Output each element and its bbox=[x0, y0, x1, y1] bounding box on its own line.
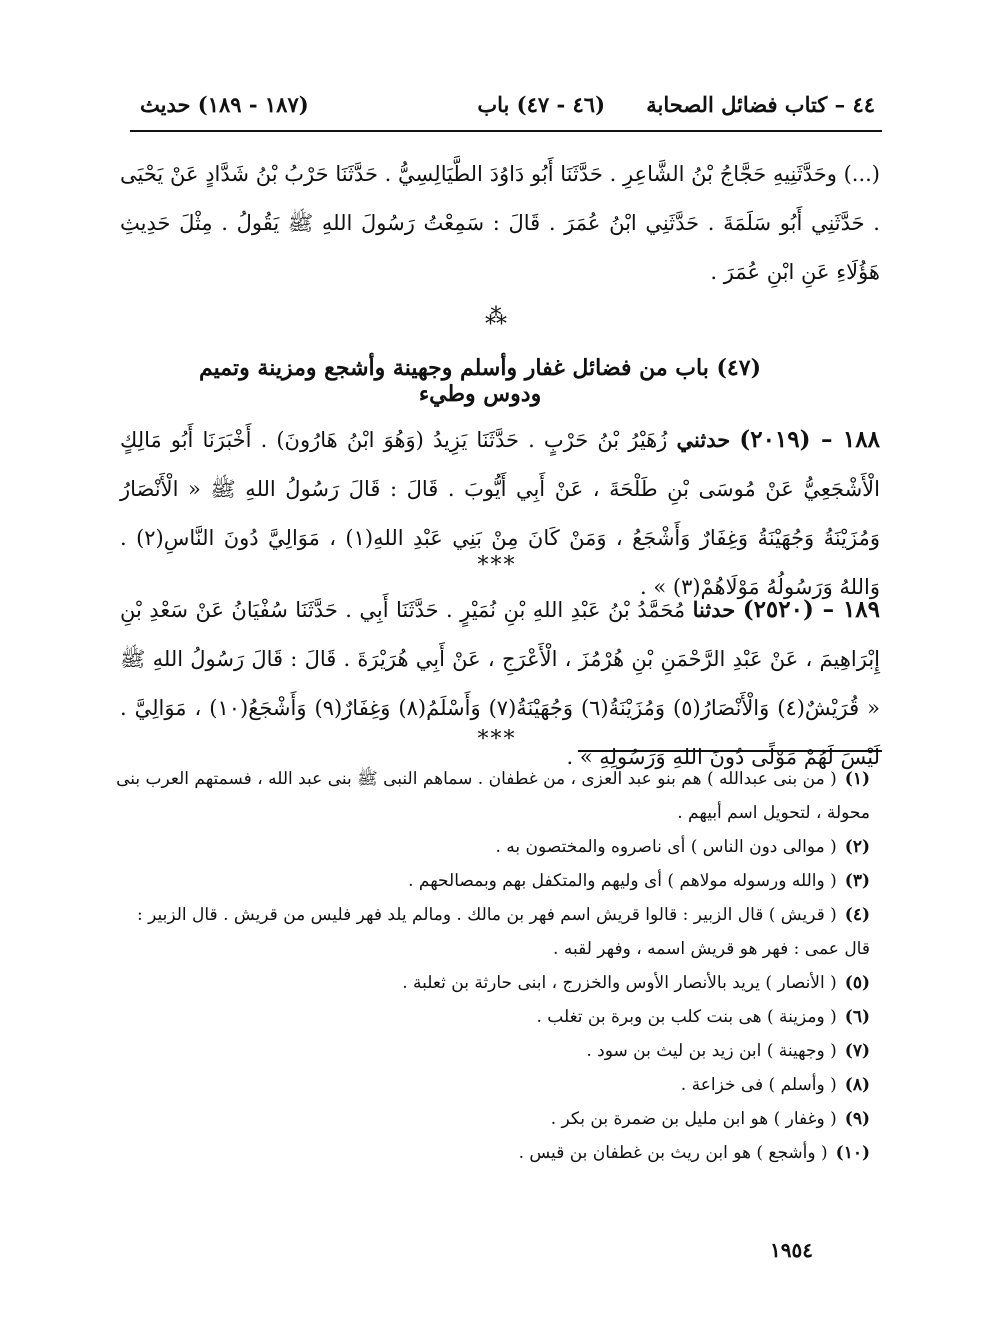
chapter-title: (٤٧) باب من فضائل غفار وأسلم وجهينة وأشجع ومزينة وتميم ودوس وطيء bbox=[199, 355, 761, 407]
footnote: (٨)( وأسلم ) فى خزاعة . bbox=[680, 1075, 870, 1095]
footnote: (٣)( والله ورسوله مولاهم ) أى وليهم والمتكفل بهم وبمصالحهم . bbox=[408, 871, 870, 891]
footnote: (١)( من بنى عبدالله ) هم بنو عبد العزى ، من غطفان . سماهم النبى ﷺ بنى عبد الله ، فسمتهم العرب بنى محولة ، لتحويل اسم أبيهم . bbox=[116, 769, 870, 823]
hadith-separator: *** bbox=[477, 553, 517, 578]
hadith-separator: *** bbox=[477, 727, 517, 752]
page-number: ١٩٥٤ bbox=[770, 1238, 813, 1262]
footnote: (٤)( قريش ) قال الزبير : قالوا قريش اسم فهر بن مالك . ومالم يلد فهر فليس من قريش . قال الزبير : قال عمى : فهر هو قريش اسمه ، وفهر لقبه . bbox=[136, 905, 870, 959]
footnotes bbox=[110, 762, 870, 1170]
hadith-text: زُهَيْرُ بْنُ حَرْبٍ . حَدَّثَنَا يَزِيدُ (وَهُوَ ابْنُ هَارُونَ) . أَخْبَرَنَا أَبُو مَالِكٍ الْأَشْجَعِيُّ عَنْ مُوسَى بْنِ طَلْحَةَ ، عَنْ أَبِي أَيُّوبَ . قَالَ : قَالَ رَسُولُ اللهِ ﷺ « الْأَنْصَارُ وَمُزَيْنَةُ وَجُهَيْنَةُ وَغِفَارٌ وَأَشْجَعُ ، وَمَنْ كَانَ مِنْ بَنِي عَبْدِ اللهِ(١) ، مَوَالِيَّ دُونَ النَّاسِ(٢) . وَاللهُ وَرَسُولُهُ مَوْلَاهُمْ(٣) » . bbox=[120, 428, 881, 599]
hadith-lead: حدثني bbox=[676, 427, 731, 452]
footnote: (١٠)( وأشجع ) هو ابن ريث بن غطفان بن قيس . bbox=[518, 1143, 870, 1163]
hadith-189 bbox=[120, 585, 880, 782]
hadith-text: مُحَمَّدُ بْنُ عَبْدِ اللهِ بْنِ نُمَيْرٍ . حَدَّثَنَا أَبِي . حَدَّثَنَا سُفْيَانُ عَنْ سَعْدِ بْنِ إِبْرَاهِيمَ ، عَنْ عَبْدِ الرَّحْمَنِ بْنِ هُرْمُزَ ، الْأَعْرَجِ ، عَنْ أَبِي هُرَيْرَةَ . قَالَ : قَالَ رَسُولُ اللهِ ﷺ « قُرَيْشٌ(٤) وَالْأَنْصَارُ(٥) وَمُزَيْنَةُ(٦) وَجُهَيْنَةُ(٧) وَأَسْلَمُ(٨) وَغِفَارٌ(٩) وَأَشْجَعُ(١٠) ، مَوَالِيَّ . لَيْسَ لَهُمْ مَوْلًى دُونَ اللهِ وَرَسُولِهِ » . bbox=[120, 598, 881, 769]
hadith-188 bbox=[120, 415, 880, 612]
section-separator: ⁂ bbox=[485, 305, 509, 330]
footnote-divider bbox=[578, 750, 882, 752]
header-book-title: ٤٤ – كتاب فضائل الصحابة bbox=[646, 92, 875, 117]
header-chapter: (٤٦ - ٤٧) باب bbox=[477, 92, 605, 117]
header-divider bbox=[130, 130, 882, 132]
footnote: (٢)( موالى دون الناس ) أى ناصروه والمختصون به . bbox=[495, 837, 870, 857]
footnote: (٩)( وغفار ) هو ابن مليل بن ضمرة بن بكر . bbox=[550, 1109, 870, 1129]
footnote: (٦)( ومزينة ) هى بنت كلب بن وبرة بن تغلب . bbox=[536, 1007, 870, 1027]
footnote: (٧)( وجهينة ) ابن زيد بن ليث بن سود . bbox=[586, 1041, 870, 1061]
hadith-number: ١٨٨ – (٢٠١٩) bbox=[739, 426, 880, 453]
footnote: (٥)( الأنصار ) يريد بالأنصار الأوس والخزرج ، ابنى حارثة بن ثعلبة . bbox=[402, 973, 870, 993]
hadith-lead: حدثنا bbox=[692, 597, 736, 622]
header-hadith-range: (١٨٧ - ١٨٩) حديث bbox=[140, 92, 309, 117]
intro-paragraph: (...) وحَدَّثَنِيهِ حَجَّاجُ بْنُ الشَّاعِرِ . حَدَّثَنَا أَبُو دَاوُدَ الطَّيَالِسِيُّ . حَدَّثَنَا حَرْبُ بْنُ شَدَّادٍ عَنْ يَحْيَى . حَدَّثَنِي أَبُو سَلَمَةَ . حَدَّثَنِي ابْنُ عُمَرَ . قَالَ : سَمِعْتُ رَسُولَ اللهِ ﷺ يَقُولُ . مِثْلَ حَدِيثِ هَؤُلَاءِ عَنِ ابْنِ عُمَرَ . bbox=[120, 162, 880, 284]
running-header bbox=[140, 92, 875, 126]
hadith-number: ١٨٩ – (٢٥٢٠) bbox=[742, 596, 880, 623]
